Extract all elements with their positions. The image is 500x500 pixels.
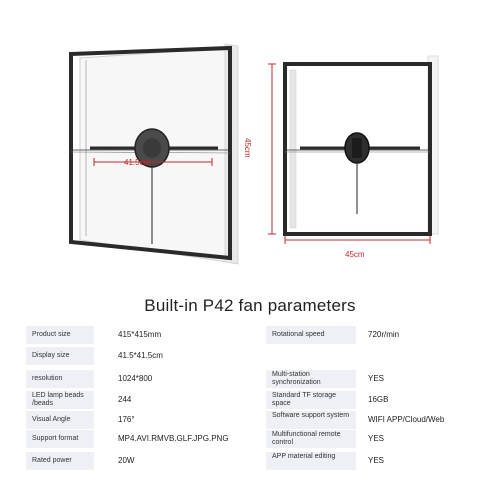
param-value: 720r/min — [368, 330, 400, 339]
parameters-table — [26, 322, 478, 472]
param-value: YES — [368, 456, 385, 465]
right-frame — [268, 56, 438, 244]
param-value: 415*415mm — [118, 330, 162, 339]
param-label: Support format — [26, 430, 94, 448]
param-value: 244 — [118, 395, 132, 404]
right-height-label: 45cm — [243, 138, 252, 158]
right-width-label: 45cm — [345, 250, 365, 259]
param-label: Rotational speed — [266, 326, 356, 344]
param-label: Visual Angle — [26, 411, 94, 429]
param-row — [26, 452, 478, 470]
param-label: Display size — [26, 347, 94, 365]
param-row — [26, 411, 478, 429]
param-label: Multifunctional remote control — [266, 430, 356, 448]
param-row — [26, 430, 478, 448]
param-label: Software support system — [266, 411, 356, 429]
left-frame — [71, 44, 238, 264]
param-value: 41.5*41.5cm — [118, 351, 163, 360]
param-value: WIFI APP/Cloud/Web — [368, 415, 445, 424]
param-value: YES — [368, 434, 385, 443]
param-label: Rated power — [26, 452, 94, 470]
param-row — [26, 370, 478, 388]
param-label: APP material editing — [266, 452, 356, 470]
param-label: Standard TF storage space — [266, 391, 356, 409]
param-value: YES — [368, 374, 385, 383]
param-label: LED lamp beads /beads — [26, 391, 94, 409]
param-value: 1024*800 — [118, 374, 153, 383]
param-row — [26, 391, 478, 409]
param-row — [26, 347, 478, 365]
param-value: MP4.AVI.RMVB.GLF.JPG.PNG — [118, 434, 229, 443]
param-label: Product size — [26, 326, 94, 344]
param-value: 20W — [118, 456, 135, 465]
param-label: resolution — [26, 370, 94, 388]
param-row — [26, 326, 478, 344]
left-width-label: 41.5cm — [124, 158, 151, 167]
param-value: 176° — [118, 415, 135, 424]
param-label: Multi-station synchronization — [266, 370, 356, 388]
param-value: 16GB — [368, 395, 389, 404]
section-title: Built-in P42 fan parameters — [144, 296, 356, 315]
